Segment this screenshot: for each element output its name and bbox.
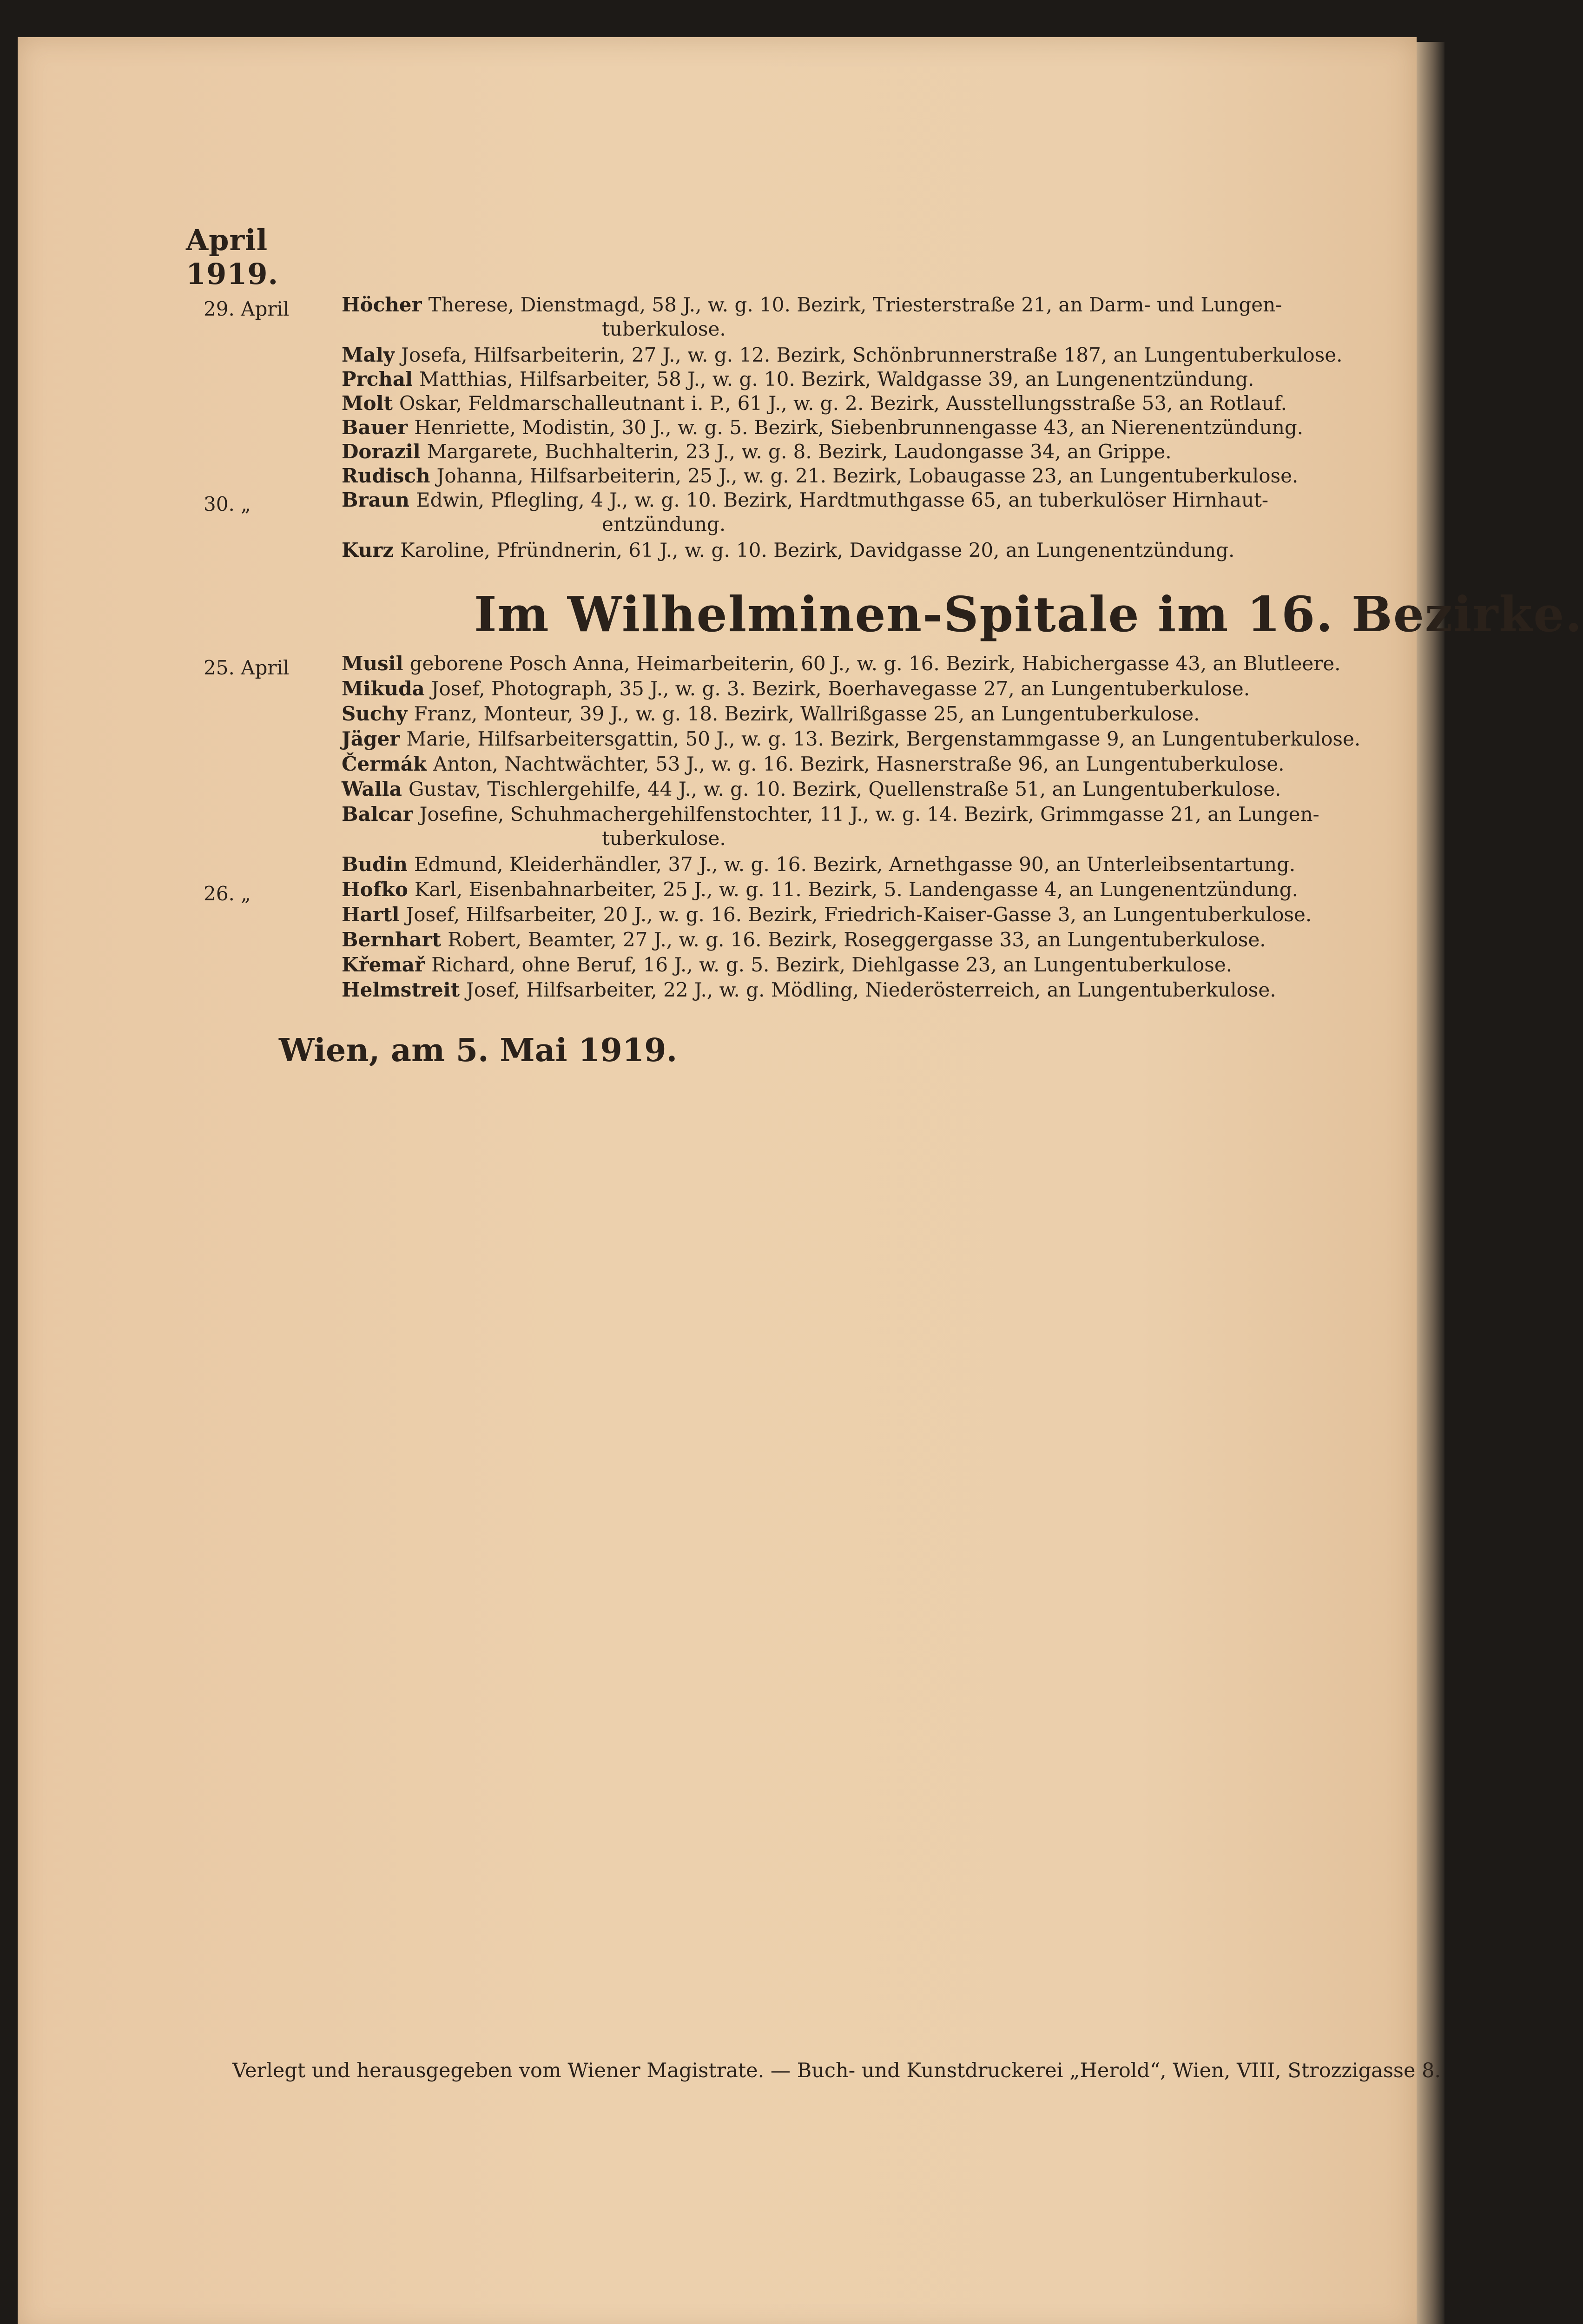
entry-date: 29. April — [204, 297, 290, 320]
entry-text: Karoline, Pfründnerin, 61 J., w. g. 10. Bezirk, Davidgasse 20, an Lungenentzündung. — [400, 539, 1235, 561]
list-item — [342, 367, 1418, 391]
surname: Musil — [342, 652, 403, 675]
surname: Hartl — [342, 903, 400, 926]
surname: Kurz — [342, 539, 394, 561]
entry-continuation: entzündung. — [602, 513, 726, 535]
entry-text: Josef, Hilfsarbeiter, 22 J., w. g. Mödling, Niederösterreich, an Lungentuberkulose. — [466, 978, 1276, 1001]
entry-text: Johanna, Hilfsarbeiterin, 25 J., w. g. 21. Bezirk, Lobaugasse 23, an Lungentuberkulose. — [436, 464, 1299, 487]
publisher-footer: Verlegt und herausgegeben vom Wiener Magistrate. — Buch- und Kunstdruckerei „Herold“, Wien, VIII, Strozzigasse 8. — [232, 2059, 1441, 2082]
surname: Prchal — [342, 368, 413, 390]
entry-text: Margarete, Buchhalterin, 23 J., w. g. 8. Bezirk, Laudongasse 34, an Grippe. — [427, 440, 1172, 463]
entry-text: Robert, Beamter, 27 J., w. g. 16. Bezirk, Roseggergasse 33, an Lungentuberkulose. — [448, 928, 1266, 951]
surname: Jäger — [342, 727, 400, 750]
list-item — [342, 903, 1418, 927]
closing-line: Wien, am 5. Mai 1919. — [279, 1032, 678, 1069]
surname: Walla — [342, 778, 402, 800]
list-item — [342, 440, 1418, 464]
surname: Suchy — [342, 702, 408, 725]
entry-text: Josefine, Schuhmachergehilfenstochter, 11 J., w. g. 14. Bezirk, Grimmgasse 21, an Lungen- — [419, 803, 1319, 825]
surname: Bernhart — [342, 928, 442, 951]
surname: Hofko — [342, 878, 408, 901]
surname: Křemař — [342, 953, 425, 976]
entry-text: Karl, Eisenbahnarbeiter, 25 J., w. g. 11. Bezirk, 5. Landengasse 4, an Lungenentzündung. — [414, 878, 1298, 901]
entry-text: Josef, Hilfsarbeiter, 20 J., w. g. 16. Bezirk, Friedrich-Kaiser-Gasse 3, an Lungentuberkulose. — [406, 903, 1312, 926]
entry-text: Anton, Nachtwächter, 53 J., w. g. 16. Bezirk, Hasnerstraße 96, an Lungentuberkulose. — [433, 753, 1285, 775]
surname: Braun — [342, 489, 409, 511]
list-item — [342, 727, 1418, 751]
list-item — [342, 928, 1418, 952]
list-item — [342, 852, 1418, 877]
list-item — [342, 293, 1418, 341]
entry-continuation: tuberkulose. — [602, 827, 726, 850]
entry-date: 25. April — [204, 656, 290, 679]
entry-text: Marie, Hilfsarbeitersgattin, 50 J., w. g. 13. Bezirk, Bergenstammgasse 9, an Lungentuberkulose. — [406, 727, 1361, 750]
entry-text: Henriette, Modistin, 30 J., w. g. 5. Bezirk, Siebenbrunnengasse 43, an Nierenentzündung. — [414, 416, 1304, 439]
list-item — [342, 677, 1418, 701]
surname: Helmstreit — [342, 978, 460, 1001]
list-item — [342, 488, 1418, 536]
entry-text: Matthias, Hilfsarbeiter, 58 J., w. g. 10. Bezirk, Waldgasse 39, an Lungenentzündung. — [419, 368, 1254, 390]
surname: Maly — [342, 343, 395, 366]
entry-text: Josef, Photograph, 35 J., w. g. 3. Bezirk, Boerhavegasse 27, an Lungentuberkulose. — [431, 677, 1250, 700]
entry-date: 26. „ — [204, 882, 251, 905]
entry-text: Josefa, Hilfsarbeiterin, 27 J., w. g. 12. Bezirk, Schönbrunnerstraße 187, an Lungentuberkulose. — [401, 343, 1343, 366]
list-item — [342, 464, 1418, 488]
surname: Čermák — [342, 753, 427, 775]
entry-text: Therese, Dienstmagd, 58 J., w. g. 10. Bezirk, Triesterstraße 21, an Darm- und Lungen- — [428, 293, 1282, 316]
entry-text: Gustav, Tischlergehilfe, 44 J., w. g. 10. Bezirk, Quellenstraße 51, an Lungentuberkulose. — [408, 778, 1281, 800]
list-item — [342, 777, 1418, 801]
list-item — [342, 978, 1418, 1002]
list-item — [342, 953, 1418, 977]
surname: Mikuda — [342, 677, 425, 700]
list-item — [342, 538, 1418, 562]
surname: Rudisch — [342, 464, 430, 487]
list-item — [342, 752, 1418, 776]
entry-continuation: tuberkulose. — [602, 317, 726, 340]
entry-date: 30. „ — [204, 493, 251, 515]
list-item — [342, 391, 1418, 416]
list-item — [342, 652, 1418, 676]
list-item — [342, 802, 1418, 851]
list-item — [342, 416, 1418, 440]
month-heading: April 1919. — [186, 223, 279, 291]
entry-text: Oskar, Feldmarschalleutnant i. P., 61 J., w. g. 2. Bezirk, Ausstellungsstraße 53, an Rotlauf. — [399, 392, 1287, 415]
entry-text: Franz, Monteur, 39 J., w. g. 18. Bezirk, Wallrißgasse 25, an Lungentuberkulose. — [414, 702, 1200, 725]
surname: Dorazil — [342, 440, 421, 463]
surname: Bauer — [342, 416, 408, 439]
entry-text: Richard, ohne Beruf, 16 J., w. g. 5. Bezirk, Diehlgasse 23, an Lungentuberkulose. — [431, 953, 1233, 976]
surname: Molt — [342, 392, 393, 415]
list-item — [342, 702, 1418, 726]
surname: Budin — [342, 853, 408, 876]
entry-text: geborene Posch Anna, Heimarbeiterin, 60 J., w. g. 16. Bezirk, Habichergasse 43, an Blutleere. — [409, 652, 1341, 675]
list-item — [342, 343, 1418, 367]
entry-text: Edwin, Pflegling, 4 J., w. g. 10. Bezirk, Hardtmuthgasse 65, an tuberkulöser Hirnhaut- — [416, 489, 1269, 511]
entry-text: Edmund, Kleiderhändler, 37 J., w. g. 16. Bezirk, Arnethgasse 90, an Unterleibsentartung. — [414, 853, 1296, 876]
surname: Balcar — [342, 803, 413, 825]
surname: Höcher — [342, 293, 422, 316]
list-item — [342, 878, 1418, 902]
section-heading: Im Wilhelminen-Spitale im 16. Bezirke. — [474, 586, 1583, 643]
page-edge — [1417, 42, 1444, 2324]
